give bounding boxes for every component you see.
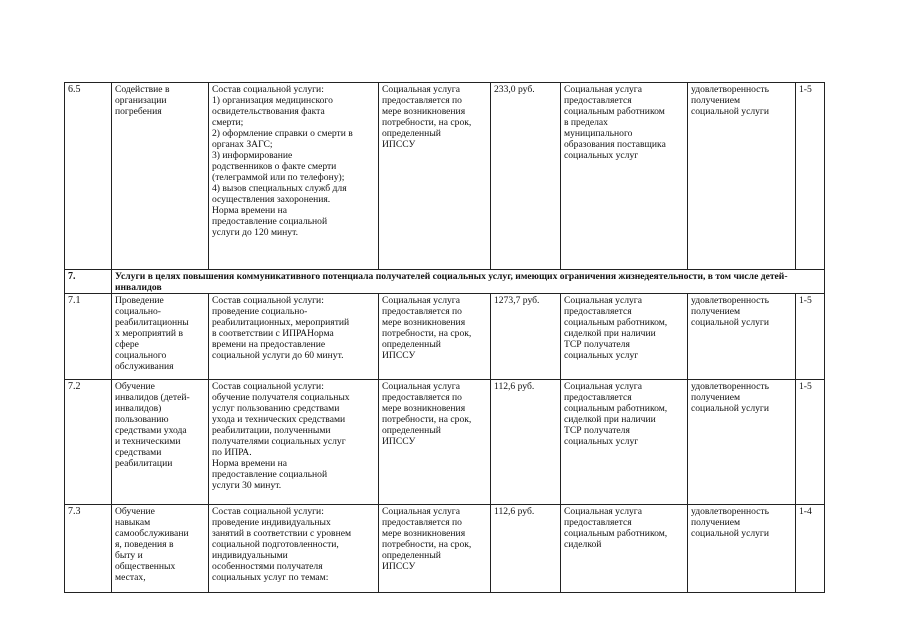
section-title: Услуги в целях повышения коммуникативного потенциала получателей социальных услуг, имеющих ограничения жизнедеятельности, в том числе детей-инвалидов xyxy=(112,270,825,294)
section-row-7 xyxy=(65,270,825,294)
cell-service-content: Состав социальной услуги: 1) организация медицинского освидетельствования факта смерти; 2) оформление справки о смерти в органах ЗАГС; 3) информирование родственников о факте смерти (телеграммой или по телефону); 4) вызов специальных служб для осуществления захоронения. Норма времени на предоставление социальной услуги до 120 минут. xyxy=(209,83,379,270)
cell-price: 233,0 руб. xyxy=(491,83,561,270)
cell-num: 7.1 xyxy=(65,294,112,380)
cell-conditions: Социальная услуга предоставляется социальным работником, сиделкой при наличии ТСР получателя социальных услуг xyxy=(561,294,688,380)
cell-grade: 1-5 xyxy=(796,83,825,270)
cell-service-content: Состав социальной услуги: обучение получателя социальных услуг пользованию средствами ухода и технических средствами реабилитации, полученными получателями социальных услуг по ИПРА. Норма времени на предоставление социальной услуги 30 минут. xyxy=(209,380,379,505)
cell-quality: удовлетворенность получением социальной услуги xyxy=(688,83,796,270)
cell-num: 7.2 xyxy=(65,380,112,505)
cell-num: 7.3 xyxy=(65,505,112,593)
cell-grade: 1-5 xyxy=(796,380,825,505)
table-row-7-1 xyxy=(65,294,825,380)
table-row-7-3 xyxy=(65,505,825,593)
cell-service-name: Проведение социально- реабилитационны х мероприятий в сфере социального обслуживания xyxy=(112,294,209,380)
cell-service-name: Обучение инвалидов (детей- инвалидов) пользованию средствами ухода и техническими средствами реабилитации xyxy=(112,380,209,505)
cell-quality: удовлетворенность получением социальной услуги xyxy=(688,380,796,505)
cell-quality: удовлетворенность получением социальной услуги xyxy=(688,505,796,593)
cell-term: Социальная услуга предоставляется по мере возникновения потребности, на срок, определенный ИПССУ xyxy=(379,83,491,270)
table-row-7-2 xyxy=(65,380,825,505)
cell-term: Социальная услуга предоставляется по мере возникновения потребности, на срок, определенный ИПССУ xyxy=(379,294,491,380)
cell-service-content: Состав социальной услуги: проведение социально- реабилитационных, мероприятий в соответствии с ИПРАНорма времени на предоставление социальной услуги до 60 минут. xyxy=(209,294,379,380)
cell-service-content: Состав социальной услуги: проведение индивидуальных занятий в соответствии с уровнем социальной подготовленности, индивидуальными особенностями получателя социальных услуг по темам: xyxy=(209,505,379,593)
cell-price: 1273,7 руб. xyxy=(491,294,561,380)
cell-grade: 1-4 xyxy=(796,505,825,593)
services-table xyxy=(64,82,825,593)
cell-num: 6.5 xyxy=(65,83,112,270)
cell-service-name: Обучение навыкам самообслуживани я, поведения в быту и общественных местах, xyxy=(112,505,209,593)
cell-conditions: Социальная услуга предоставляется социальным работником, сиделкой xyxy=(561,505,688,593)
table-row-6-5 xyxy=(65,83,825,270)
cell-conditions: Социальная услуга предоставляется социальным работником, сиделкой при наличии ТСР получателя социальных услуг xyxy=(561,380,688,505)
cell-quality: удовлетворенность получением социальной услуги xyxy=(688,294,796,380)
cell-conditions: Социальная услуга предоставляется социальным работником в пределах муниципального образования поставщика социальных услуг xyxy=(561,83,688,270)
cell-price: 112,6 руб. xyxy=(491,505,561,593)
cell-grade: 1-5 xyxy=(796,294,825,380)
section-num: 7. xyxy=(65,270,112,294)
cell-term: Социальная услуга предоставляется по мере возникновения потребности, на срок, определенный ИПССУ xyxy=(379,380,491,505)
cell-term: Социальная услуга предоставляется по мере возникновения потребности, на срок, определенный ИПССУ xyxy=(379,505,491,593)
cell-service-name: Содействие в организации погребения xyxy=(112,83,209,270)
cell-price: 112,6 руб. xyxy=(491,380,561,505)
